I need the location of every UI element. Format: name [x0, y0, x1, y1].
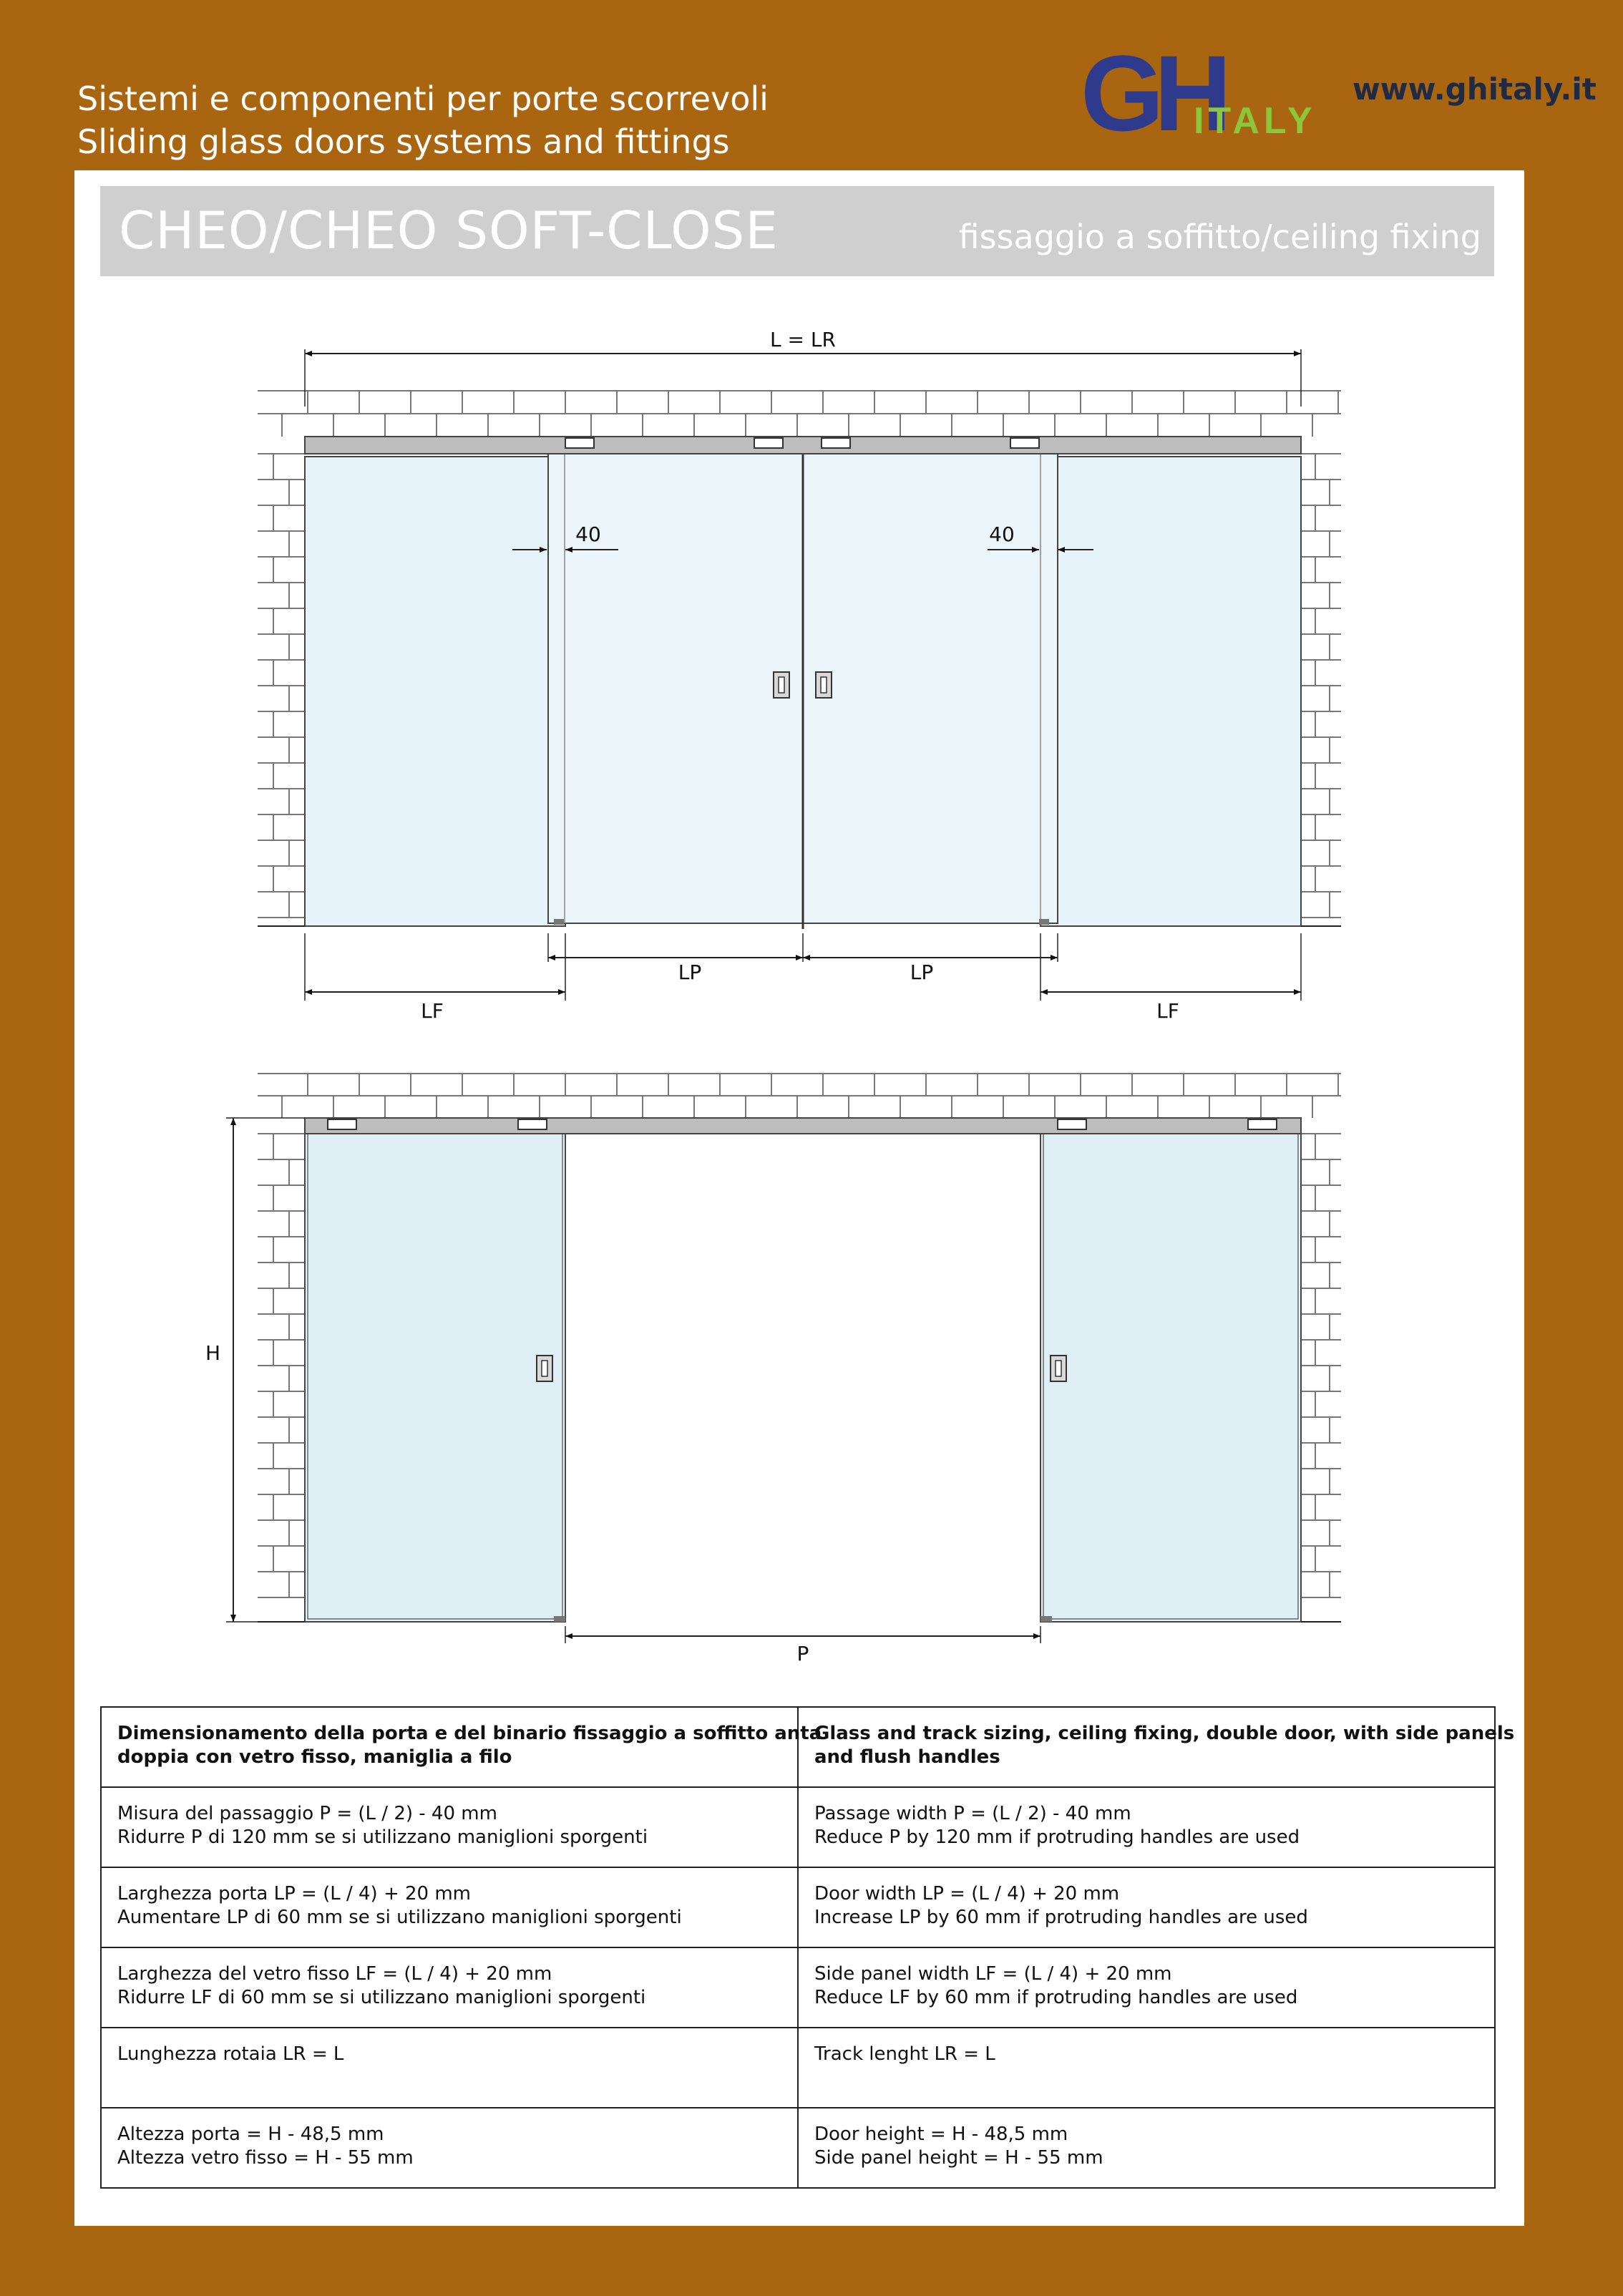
floor-guide — [554, 1616, 565, 1622]
flush-handle-right — [1051, 1356, 1066, 1381]
cell-english: Door width LP = (L / 4) + 20 mm Increase LP by 60 mm if protruding handles are used — [798, 1867, 1495, 1947]
cell-italian: Larghezza porta LP = (L / 4) + 20 mm Aumentare LP di 60 mm se si utilizzano maniglioni sporgenti — [101, 1867, 798, 1947]
dimension-passage — [565, 1626, 1040, 1665]
roller — [754, 438, 783, 448]
dim-label-passage: P — [796, 1642, 809, 1665]
website-link[interactable]: www.ghitaly.it — [1352, 72, 1597, 107]
brick-wall-right — [1301, 1134, 1341, 1597]
sliding-door-right-open — [1043, 1134, 1298, 1619]
ceiling-track — [305, 437, 1301, 454]
dim-label-fixed-right: LF — [1156, 999, 1179, 1023]
table-row — [101, 2028, 1495, 2108]
fixing-subtitle: fissaggio a soffitto/ceiling fixing — [958, 218, 1481, 256]
front-view-open — [205, 1074, 1341, 1665]
cell-italian: Dimensionamento della porta e del binario fissaggio a soffitto anta doppia con vetro fisso, maniglia a filo — [101, 1707, 798, 1787]
roller — [518, 1119, 547, 1129]
tagline-english: Sliding glass doors systems and fittings — [77, 122, 730, 161]
dim-label-total: L = LR — [770, 328, 836, 351]
dim-label-fixed-left: LF — [421, 999, 444, 1023]
floor-guide — [1039, 919, 1049, 925]
roller — [822, 438, 850, 448]
dimension-door-widths — [548, 933, 1058, 984]
cell-english: Side panel width LF = (L / 4) + 20 mm Reduce LF by 60 mm if protruding handles are used — [798, 1947, 1495, 2028]
table-row — [101, 1787, 1495, 1867]
front-view-closed — [258, 326, 1341, 1023]
gh-italy-logo — [1081, 44, 1338, 137]
cell-english: Passage width P = (L / 2) - 40 mm Reduce P by 120 mm if protruding handles are used — [798, 1787, 1495, 1867]
cell-english: Glass and track sizing, ceiling fixing, double door, with side panels and flush handles — [798, 1707, 1495, 1787]
table-row — [101, 1947, 1495, 2028]
dim-label-door-right: LP — [910, 960, 934, 984]
roller — [1248, 1119, 1277, 1129]
table-row — [101, 1867, 1495, 1947]
brick-wall-left — [258, 454, 305, 918]
tagline — [77, 77, 769, 163]
ceiling-track — [305, 1118, 1301, 1134]
dim-label-height: H — [205, 1341, 220, 1365]
roller — [1058, 1119, 1086, 1129]
flush-handle-right — [816, 672, 832, 698]
flush-handle-left — [537, 1356, 552, 1381]
dim-label-gap-left: 40 — [575, 522, 601, 546]
floor-guide — [554, 919, 564, 925]
fixed-panel-right — [1040, 457, 1301, 926]
cell-italian: Misura del passaggio P = (L / 2) - 40 mm Ridurre P di 120 mm se si utilizzano maniglioni sporgenti — [101, 1787, 798, 1867]
fixed-panel-left — [305, 457, 565, 926]
tagline-italian: Sistemi e componenti per porte scorrevoli — [77, 79, 769, 118]
technical-drawing — [74, 170, 1524, 1702]
sizing-table — [100, 1706, 1515, 2189]
brick-wall-right — [1301, 454, 1341, 918]
cell-italian: Larghezza del vetro fisso LF = (L / 4) + 20 mm Ridurre LF di 60 mm se si utilizzano maniglioni sporgenti — [101, 1947, 798, 2028]
brick-wall-left — [258, 1134, 305, 1597]
sliding-door-right — [803, 445, 1058, 923]
dimension-total-length — [305, 326, 1301, 407]
spec-sheet — [74, 170, 1524, 2226]
sliding-door-left-open — [308, 1134, 562, 1619]
sliding-door-left — [548, 445, 803, 923]
table-row — [101, 1707, 1495, 1787]
flush-handle-left — [774, 672, 789, 698]
floor-guide — [1040, 1616, 1052, 1622]
roller — [565, 438, 594, 448]
dim-label-gap-right: 40 — [989, 522, 1015, 546]
dim-label-door-left: LP — [678, 960, 702, 984]
roller — [328, 1119, 356, 1129]
cell-italian: Lunghezza rotaia LR = L — [101, 2028, 798, 2108]
cell-english: Door height = H - 48,5 mm Side panel height = H - 55 mm — [798, 2108, 1495, 2188]
logo-italy-text: ITALY — [1194, 100, 1317, 137]
cell-italian: Altezza porta = H - 48,5 mm Altezza vetro fisso = H - 55 mm — [101, 2108, 798, 2188]
cell-english: Track lenght LR = L — [798, 2028, 1495, 2108]
table-row — [101, 2108, 1495, 2188]
logo-gh-text: GH — [1081, 44, 1222, 137]
brick-wall-top — [258, 1074, 1341, 1118]
brick-wall-top — [258, 391, 1341, 437]
roller — [1010, 438, 1039, 448]
product-title: CHEO/CHEO SOFT-CLOSE — [119, 200, 779, 261]
